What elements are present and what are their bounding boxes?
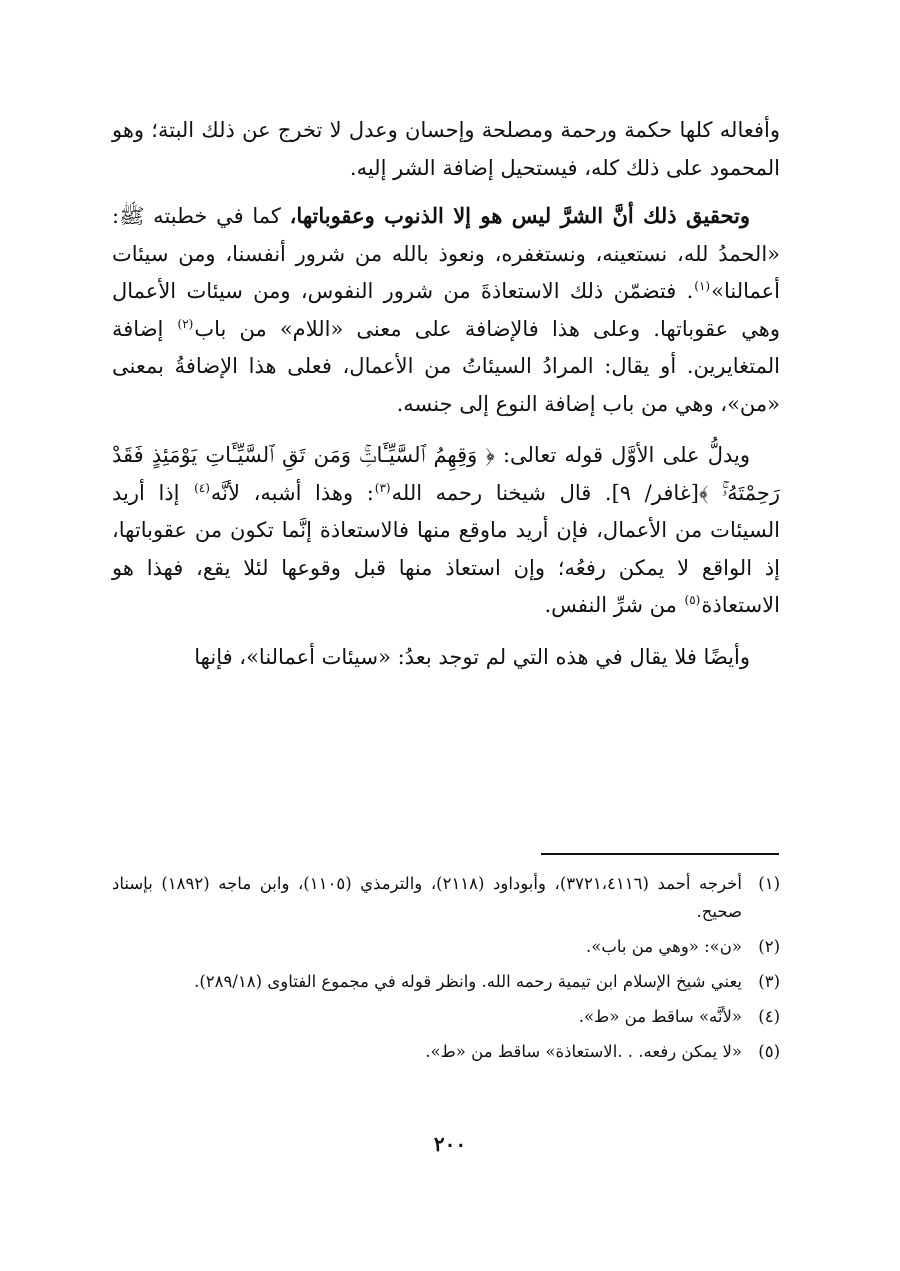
paragraph-3-text-c: إذا أريد السيئات من الأعمال، فإن أريد ماوقع منها فالاستعاذة إنَّما تكون من عقوباتها، إذ الواقع لا يمكن رفعُه؛ وإن استعاذ منها قبل وقوعها لئلا يقع، فهذا هو الاستعاذة: [112, 480, 780, 617]
footnote-text: «لا يمكن رفعه. . .الاستعاذة» ساقط من «ط».: [425, 1042, 742, 1061]
footnote-number: (٢): [758, 937, 780, 956]
footnote-separator: [541, 853, 779, 855]
paragraph-1-text: وأفعاله كلها حكمة ورحمة ومصلحة وإحسان وعدل لا تخرج عن ذلك البتة؛ وهو المحمود على ذلك كله، فيستحيل إضافة الشر إليه.: [112, 118, 780, 180]
footnote-item: [112, 1038, 780, 1066]
paragraph-3-text-d: من شرِّ النفس.: [544, 593, 684, 617]
footnotes-section: [112, 870, 780, 1073]
footnote-ref-5[interactable]: (٥): [684, 593, 701, 607]
paragraph-3: [112, 437, 780, 625]
main-text: [112, 112, 780, 676]
paragraph-2: [112, 197, 780, 423]
paragraph-2-text-c: إضافة المتغايرين. أو يقال: المرادُ السيئاتُ من الأعمال، فعلى هذا الإضافةُ بمعنى «من»، وهي من باب إضافة النوع إلى جنسه.: [112, 316, 780, 416]
footnote-number: (٣): [758, 972, 780, 991]
paragraph-3-text-a: ويدلُّ على الأوَّل قوله تعالى: ﴿ وَقِهِمُ ٱلسَّيِّـَٔاتِۚ وَمَن تَقِ ٱلسَّيِّـَٔاتِ يَوْمَئِذٍ فَقَدْ رَحِمْتَهُۥۚ ﴾[غافر/ ٩]. قال شيخنا رحمه الله: [112, 443, 780, 505]
paragraph-1: [112, 112, 780, 187]
page-number: ٢٠٠: [433, 1132, 467, 1156]
footnote-text: أخرجه أحمد (٣٧٢١،٤١١٦)، وأبوداود (٢١١٨)، والترمذي (١١٠٥)، وابن ماجه (١٨٩٢) بإسناد صحيح.: [112, 874, 742, 921]
footnote-ref-1[interactable]: (١): [694, 279, 711, 293]
footnote-ref-2[interactable]: (٢): [177, 316, 194, 331]
paragraph-4-text: وأيضًا فلا يقال في هذه التي لم توجد بعدُ: «سيئات أعمالنا»، فإنها: [194, 644, 750, 669]
footnote-text: «ن»: «وهي من باب».: [585, 937, 742, 956]
footnote-number: (١): [758, 874, 780, 893]
footnote-item: [112, 968, 780, 996]
paragraph-2-text-b: . فتضمّن ذلك الاستعاذةَ من شرور النفوس، ومن سيئات الأعمال وهي عقوباتها. وعلى هذا فالإضافة على معنى «اللام» من باب: [112, 279, 780, 341]
paragraph-2-lead: وتحقيق ذلك أنَّ الشرَّ ليس هو إلا الذنوب وعقوباتها،: [289, 203, 750, 228]
footnote-number: (٥): [758, 1042, 780, 1061]
footnote-item: [112, 870, 780, 926]
paragraph-2-text-a: كما في خطبته ﷺ: «الحمدُ لله، نستعينه، ونستغفره، ونعوذ بالله من شرور أنفسنا، ومن سيئات أعمالنا»: [112, 204, 780, 303]
footnote-ref-4[interactable]: (٤): [194, 480, 210, 495]
footnote-text: يعني شيخ الإسلام ابن تيمية رحمه الله. وانظر قوله في مجموع الفتاوى (٢٨٩/١٨).: [194, 972, 742, 991]
paragraph-4: [112, 639, 780, 677]
footnote-number: (٤): [758, 1007, 780, 1026]
footnote-item: [112, 933, 780, 961]
footnote-item: [112, 1003, 780, 1031]
paragraph-3-text-b: : وهذا أشبه، لأنَّه: [210, 480, 374, 505]
footnote-ref-3[interactable]: (٣): [374, 480, 391, 495]
footnote-text: «لأنَّه» ساقط من «ط».: [578, 1007, 742, 1026]
